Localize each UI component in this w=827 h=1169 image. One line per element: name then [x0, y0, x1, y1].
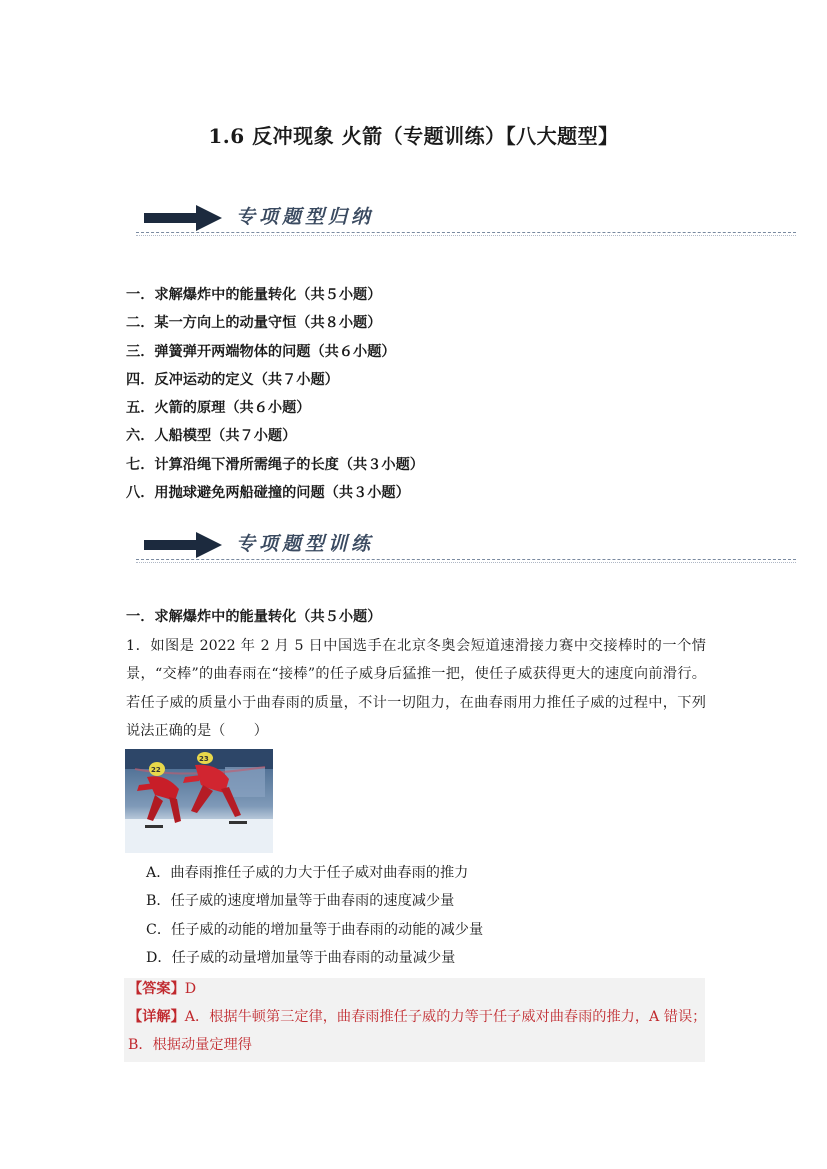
- option-c: C．任子威的动能的增加量等于曲春雨的动能的减少量: [146, 921, 484, 938]
- detail-tag: 【详解】: [128, 1009, 185, 1025]
- section-heading: 一．求解爆炸中的能量转化（共５小题）: [126, 609, 382, 625]
- topic-item: 五．火箭的原理（共６小题）: [126, 400, 311, 417]
- topic-item: 四．反冲运动的定义（共７小题）: [126, 371, 339, 388]
- topic-item: 二．某一方向上的动量守恒（共８小题）: [126, 315, 382, 332]
- detail-text: A．根据牛顿第三定律，曲春雨推任子威的力等于任子威对曲春雨的推力，A 错误；: [184, 1009, 707, 1025]
- option-a: A．曲春雨推任子威的力大于任子威对曲春雨的推力: [146, 865, 469, 881]
- option-b: B．任子威的速度增加量等于曲春雨的速度减少量: [146, 893, 455, 910]
- answer-options: [146, 862, 483, 975]
- divider: [136, 235, 796, 236]
- section-banner-summary: [136, 200, 796, 240]
- arrow-icon: [144, 531, 224, 559]
- divider: [136, 562, 796, 563]
- option-d: D．任子威的动量增加量等于曲春雨的动量减少量: [146, 949, 456, 966]
- page-title: 1.6 反冲现象 火箭（专题训练）【八大题型】: [208, 124, 619, 148]
- banner-label: 专项题型归纳: [236, 206, 375, 228]
- bib-number: 22: [151, 766, 161, 774]
- banner-label: 专项题型训练: [236, 533, 375, 555]
- skating-photo: [125, 749, 273, 853]
- question-text: 1．如图是 2022 年 2 月 5 日中国选手在北京冬奥会短道速滑接力赛中交接棒时的一个情景，“交棒”的曲春雨在“接棒”的任子威身后猛推一把，使任子威获得更大的速度向前滑行。若任子威的质量小于曲春雨的质量，不计一切阻力，在曲春雨用力推任子威的过程中，下列说法正确的是（ ）: [126, 638, 706, 740]
- answer-box: [124, 978, 705, 1062]
- topic-list: [126, 285, 424, 511]
- divider: [136, 559, 796, 560]
- answer-value: D: [184, 981, 197, 997]
- detail-line-2: B．根据动量定理得: [128, 1037, 252, 1053]
- answer-tag: 【答案】: [128, 981, 185, 997]
- detail-line: [128, 1006, 706, 1028]
- topic-item: 一．求解爆炸中的能量转化（共５小题）: [126, 287, 382, 303]
- topic-item: 八．用抛球避免两船碰撞的问题（共３小题）: [126, 485, 410, 502]
- section-banner-training: [136, 527, 796, 567]
- bib-number: 23: [199, 755, 209, 763]
- topic-item: 六．人船模型（共７小题）: [126, 428, 297, 445]
- topic-item: 七．计算沿绳下滑所需绳子的长度（共３小题）: [126, 456, 424, 473]
- topic-item: 三．弹簧弹开两端物体的问题（共６小题）: [126, 343, 396, 360]
- arrow-icon: [144, 204, 224, 232]
- divider: [136, 232, 796, 233]
- answer-line: [128, 978, 196, 1000]
